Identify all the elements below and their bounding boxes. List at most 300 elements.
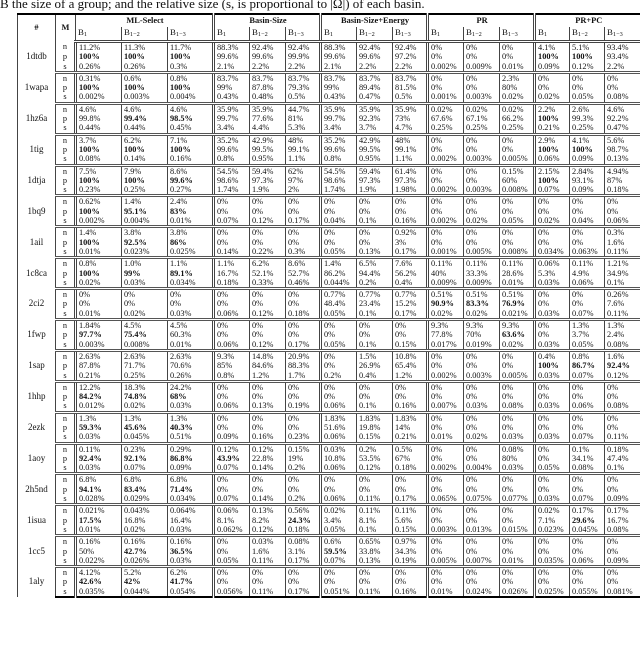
- table-cell: [393, 577, 428, 586]
- cell-value: 65.4%: [395, 361, 417, 371]
- cell-value: 0.2%: [288, 494, 306, 504]
- cell-value: 83.7%: [395, 73, 417, 83]
- table-row: [18, 176, 640, 185]
- cell-value-best: 45.6%: [124, 422, 147, 432]
- cell-value-best: 43.9%: [217, 453, 240, 463]
- table-cell: [76, 401, 122, 412]
- cell-value: 0%: [572, 568, 584, 578]
- table-cell: [250, 207, 286, 216]
- protein-id: 1c8ca: [18, 258, 56, 289]
- header-subcolumn: [168, 27, 214, 42]
- table-cell: [428, 216, 464, 227]
- table-cell: [500, 587, 535, 597]
- table-cell: [214, 289, 250, 300]
- table-cell: [357, 269, 393, 278]
- cell-value: 0.18%: [607, 444, 629, 454]
- cell-value: 0%: [572, 422, 584, 432]
- cell-value: 0%: [431, 453, 443, 463]
- table-cell: [605, 371, 640, 382]
- table-row: [18, 72, 640, 83]
- cell-value: 0.95%: [359, 154, 381, 164]
- cell-value: 0%: [431, 422, 443, 432]
- table-cell: [168, 42, 214, 53]
- cell-value: 0.07%: [538, 185, 560, 195]
- table-cell: [168, 401, 214, 412]
- cell-value: 33.8%: [359, 546, 381, 556]
- cell-value: 0.95%: [252, 154, 274, 164]
- table-cell: [500, 123, 535, 134]
- cell-value: 0.08%: [607, 401, 629, 411]
- cell-value: 0.023%: [538, 524, 564, 534]
- cell-value: 5.2%: [124, 568, 142, 578]
- cell-value: 0.021%: [79, 506, 105, 516]
- metric-label: p: [56, 454, 76, 463]
- table-cell: [250, 227, 286, 238]
- table-cell: [76, 525, 122, 536]
- table-cell: [605, 154, 640, 165]
- cell-value: 0%: [395, 577, 407, 587]
- table-cell: [605, 536, 640, 547]
- cell-value: 3.1%: [288, 546, 306, 556]
- cell-value: 52.1%: [252, 268, 274, 278]
- table-cell: [321, 340, 357, 351]
- cell-value: 0.023%: [124, 246, 150, 256]
- cell-value: 0.51%: [502, 290, 524, 300]
- metric-label: p: [56, 330, 76, 339]
- cell-value: 0.003%: [431, 524, 457, 534]
- table-cell: [214, 247, 250, 258]
- cell-value: 0.008%: [502, 246, 528, 256]
- cell-value: 0%: [217, 228, 229, 238]
- header-group: Basin-Size+Energy: [321, 14, 428, 27]
- cell-value: 0.06%: [217, 401, 239, 411]
- header-subcolumn: [214, 27, 250, 42]
- cell-value: 80%: [502, 453, 518, 463]
- table-cell: [605, 196, 640, 207]
- cell-value: 0%: [502, 577, 514, 587]
- table-cell: [214, 536, 250, 547]
- cell-value: 2.84%: [572, 166, 594, 176]
- table-cell: [122, 176, 168, 185]
- cell-value: 99.6%: [217, 144, 239, 154]
- table-cell: [321, 423, 357, 432]
- cell-value: 16.4%: [170, 515, 192, 525]
- cell-value: 0.16%: [395, 401, 417, 411]
- cell-value: 0%: [502, 422, 514, 432]
- table-cell: [214, 52, 250, 61]
- cell-value: 0.044%: [124, 586, 150, 596]
- cell-value: 4.6%: [124, 104, 142, 114]
- table-cell: [500, 278, 535, 289]
- table-cell: [393, 258, 428, 269]
- table-cell: [321, 72, 357, 83]
- cell-value: 7.6%: [395, 259, 413, 269]
- table-cell: [428, 350, 464, 361]
- table-cell: [535, 485, 570, 494]
- cell-value: 0.022%: [79, 555, 105, 565]
- cell-value: 1.9%: [359, 185, 377, 195]
- header-sub-index: 1−3: [175, 31, 186, 38]
- table-row: [18, 196, 640, 207]
- table-cell: [76, 485, 122, 494]
- table-cell: [464, 145, 500, 154]
- table-cell: [428, 52, 464, 61]
- cell-value: 35.9%: [252, 104, 274, 114]
- cell-value-best: 86%: [170, 237, 187, 247]
- cell-value-best: 95.1%: [124, 206, 147, 216]
- table-cell: [122, 381, 168, 392]
- table-cell: [535, 247, 570, 258]
- cell-value: 98.7%: [607, 144, 629, 154]
- cell-value: 83.7%: [324, 73, 346, 83]
- cell-value: 98.6%: [324, 175, 346, 185]
- cell-value: 0%: [217, 546, 229, 556]
- cell-value: 92.3%: [359, 114, 381, 124]
- cell-value: 7.1%: [538, 515, 556, 525]
- cell-value: 5.3%: [288, 123, 306, 133]
- table-cell: [76, 432, 122, 443]
- table-cell: [500, 432, 535, 443]
- cell-value: 0%: [217, 206, 229, 216]
- table-cell: [500, 371, 535, 382]
- cell-value: 0%: [538, 392, 550, 402]
- cell-value: 2.2%: [538, 104, 556, 114]
- cell-value: 0.18%: [288, 308, 310, 318]
- cell-value: 0.13%: [359, 246, 381, 256]
- table-cell: [605, 72, 640, 83]
- protein-id: 1fwp: [18, 320, 56, 351]
- cell-value: 0%: [431, 52, 443, 62]
- metric-label: s: [56, 62, 76, 73]
- table-cell: [168, 299, 214, 308]
- table-cell: [357, 516, 393, 525]
- header-sub-index: 1: [329, 31, 334, 38]
- table-cell: [286, 463, 321, 474]
- header-sub-index: 1−3: [293, 31, 304, 38]
- cell-value-best: 59.5%: [324, 546, 347, 556]
- header-subcolumn: [122, 27, 168, 42]
- table-cell: [393, 454, 428, 463]
- cell-value: 0.043%: [124, 506, 150, 516]
- table-cell: [570, 463, 605, 474]
- header-group: ML-Select: [76, 14, 214, 27]
- table-cell: [122, 238, 168, 247]
- header-sub-base: B: [466, 27, 472, 37]
- cell-value: 0.12%: [217, 444, 239, 454]
- table-cell: [570, 207, 605, 216]
- cell-value: 3.8%: [170, 228, 188, 238]
- table-cell: [214, 309, 250, 320]
- table-cell: [464, 134, 500, 145]
- table-cell: [535, 371, 570, 382]
- table-cell: [500, 207, 535, 216]
- table-cell: [76, 412, 122, 423]
- table-cell: [535, 83, 570, 92]
- table-cell: [122, 320, 168, 331]
- table-cell: [76, 567, 122, 578]
- table-cell: [605, 62, 640, 73]
- cell-value: 0%: [324, 392, 336, 402]
- cell-value: 0%: [324, 568, 336, 578]
- table-cell: [605, 494, 640, 505]
- cell-value-best: 92.5%: [124, 237, 147, 247]
- cell-value: 0.08%: [79, 154, 101, 164]
- protein-id: 1aly: [18, 567, 56, 597]
- table-cell: [168, 381, 214, 392]
- cell-value: 0%: [359, 321, 371, 331]
- cell-value: 0%: [466, 382, 478, 392]
- cell-value: 0.03%: [170, 524, 192, 534]
- cell-value: 62%: [288, 166, 304, 176]
- table-cell: [570, 114, 605, 123]
- cell-value: 0.04%: [572, 216, 594, 226]
- cell-value: 0.3%: [607, 228, 625, 238]
- table-cell: [357, 258, 393, 269]
- cell-value: 0.26%: [170, 370, 192, 380]
- table-cell: [464, 350, 500, 361]
- cell-value-best: 89.1%: [170, 268, 193, 278]
- table-cell: [286, 381, 321, 392]
- table-cell: [535, 196, 570, 207]
- table-cell: [464, 83, 500, 92]
- table-cell: [605, 320, 640, 331]
- table-cell: [250, 185, 286, 196]
- cell-value-best: 83.3%: [466, 299, 489, 309]
- cell-value: 0.4%: [538, 351, 556, 361]
- cell-value: 0.026%: [124, 555, 150, 565]
- table-cell: [393, 299, 428, 308]
- header-sub-index: 1−2: [129, 31, 140, 38]
- table-cell: [464, 299, 500, 308]
- cell-value: 0.45%: [170, 123, 192, 133]
- cell-value: 0%: [431, 382, 443, 392]
- cell-value: 0.23%: [79, 185, 101, 195]
- header-group: PR+PC: [535, 14, 640, 27]
- cell-value: 0.008%: [502, 185, 528, 195]
- table-cell: [357, 330, 393, 339]
- table-cell: [428, 278, 464, 289]
- cell-value: 0%: [288, 228, 300, 238]
- cell-value: 0%: [395, 382, 407, 392]
- cell-value-best: 76.9%: [502, 299, 525, 309]
- cell-value: 0.05%: [572, 92, 594, 102]
- cell-value: 22.8%: [252, 453, 274, 463]
- cell-value: 35.9%: [217, 104, 239, 114]
- table-cell: [428, 114, 464, 123]
- header-sub-index: 1−2: [364, 31, 375, 38]
- cell-value: 0.002%: [431, 61, 457, 71]
- table-cell: [464, 72, 500, 83]
- table-cell: [168, 516, 214, 525]
- cell-value: 0%: [252, 321, 264, 331]
- cell-value: 88.3%: [288, 361, 310, 371]
- cell-value: 5.6%: [607, 135, 625, 145]
- protein-id: 1bq9: [18, 196, 56, 227]
- table-cell: [464, 92, 500, 103]
- table-cell: [168, 432, 214, 443]
- cell-value: 0.17%: [572, 506, 594, 516]
- table-cell: [393, 320, 428, 331]
- cell-value: 0%: [359, 237, 371, 247]
- cell-value: 0%: [572, 413, 584, 423]
- table-cell: [570, 494, 605, 505]
- table-cell: [76, 289, 122, 300]
- table-cell: [76, 238, 122, 247]
- cell-value: 35.9%: [395, 104, 417, 114]
- table-cell: [393, 52, 428, 61]
- table-cell: [428, 320, 464, 331]
- cell-value: 0.18%: [607, 185, 629, 195]
- cell-value: 0%: [607, 422, 619, 432]
- cell-value: 0%: [572, 392, 584, 402]
- cell-value: 0.035%: [79, 586, 105, 596]
- table-row: [18, 92, 640, 103]
- cell-value: 0.07%: [217, 494, 239, 504]
- table-row: [18, 412, 640, 423]
- table-row: [18, 154, 640, 165]
- table-cell: [168, 536, 214, 547]
- table-cell: [428, 392, 464, 401]
- cell-value: 97.3%: [359, 175, 381, 185]
- metric-label: s: [56, 525, 76, 536]
- table-cell: [605, 463, 640, 474]
- metric-label: p: [56, 577, 76, 586]
- cell-value: 0%: [538, 422, 550, 432]
- table-cell: [76, 587, 122, 597]
- table-cell: [122, 463, 168, 474]
- table-cell: [464, 381, 500, 392]
- table-cell: [500, 269, 535, 278]
- table-cell: [464, 505, 500, 516]
- table-cell: [357, 547, 393, 556]
- table-cell: [464, 42, 500, 53]
- table-cell: [464, 361, 500, 370]
- cell-value: 59.4%: [359, 166, 381, 176]
- table-cell: [321, 238, 357, 247]
- header-sub-base: B: [359, 27, 365, 37]
- table-cell: [535, 269, 570, 278]
- table-cell: [122, 443, 168, 454]
- results-table: [17, 13, 640, 598]
- cell-value: 4.7%: [395, 123, 413, 133]
- cell-value: 0.48%: [252, 92, 274, 102]
- header-sub-index: 1: [436, 31, 441, 38]
- cell-value: 0.012%: [79, 401, 105, 411]
- table-cell: [428, 494, 464, 505]
- table-cell: [168, 474, 214, 485]
- table-cell: [570, 176, 605, 185]
- cell-value: 0.6%: [124, 73, 142, 83]
- cell-value: 0.03%: [79, 432, 101, 442]
- cell-value: 0.18%: [395, 463, 417, 473]
- table-cell: [168, 330, 214, 339]
- table-cell: [464, 176, 500, 185]
- cell-value: 11.2%: [79, 43, 101, 52]
- table-cell: [393, 587, 428, 597]
- cell-value: 0.17%: [288, 339, 310, 349]
- table-cell: [321, 401, 357, 412]
- cell-value: 56.2%: [395, 268, 417, 278]
- table-cell: [428, 371, 464, 382]
- table-cell: [535, 505, 570, 516]
- table-cell: [500, 216, 535, 227]
- table-cell: [570, 289, 605, 300]
- header-subcolumn: [500, 27, 535, 42]
- table-cell: [250, 238, 286, 247]
- cell-value: 0.46%: [288, 277, 310, 287]
- header-sub-index: 1−3: [507, 31, 518, 38]
- table-cell: [76, 516, 122, 525]
- table-cell: [76, 216, 122, 227]
- table-cell: [570, 525, 605, 536]
- cell-value: 6.2%: [124, 135, 142, 145]
- table-cell: [214, 423, 250, 432]
- table-cell: [500, 238, 535, 247]
- table-cell: [286, 42, 321, 53]
- cell-value: 1.4%: [324, 259, 342, 269]
- metric-label: p: [56, 114, 76, 123]
- table-cell: [393, 361, 428, 370]
- table-row: [18, 577, 640, 586]
- cell-value: 0%: [252, 392, 264, 402]
- table-cell: [535, 185, 570, 196]
- cell-value: 1.1%: [170, 259, 188, 269]
- metric-label: s: [56, 401, 76, 412]
- cell-value: 0.03%: [538, 370, 560, 380]
- table-cell: [605, 474, 640, 485]
- cell-value: 0.019%: [466, 339, 492, 349]
- table-cell: [286, 123, 321, 134]
- cell-value: 0.03%: [324, 444, 346, 454]
- table-cell: [286, 556, 321, 567]
- table-cell: [76, 505, 122, 516]
- cell-value: 2.2%: [359, 61, 377, 71]
- table-cell: [535, 423, 570, 432]
- cell-value: 0.21%: [395, 432, 417, 442]
- cell-value: 16.7%: [217, 268, 239, 278]
- table-cell: [214, 474, 250, 485]
- cell-value: 4.9%: [572, 268, 590, 278]
- cell-value: 8.1%: [217, 515, 235, 525]
- table-cell: [76, 494, 122, 505]
- cell-value: 0%: [466, 361, 478, 371]
- cell-value: 0%: [466, 166, 478, 176]
- cell-value: 0%: [538, 290, 550, 300]
- table-cell: [570, 52, 605, 61]
- cell-value-best: 100%: [79, 144, 100, 154]
- table-cell: [168, 114, 214, 123]
- table-cell: [464, 330, 500, 339]
- table-cell: [570, 227, 605, 238]
- cell-value: 0%: [395, 197, 407, 207]
- cell-value-best: 100%: [170, 52, 191, 62]
- cell-value-best: 42%: [124, 577, 141, 587]
- cell-value: 0.02%: [538, 506, 560, 516]
- table-cell: [214, 432, 250, 443]
- cell-value: 6.5%: [359, 259, 377, 269]
- cell-value: 97.3%: [395, 175, 417, 185]
- table-cell: [168, 412, 214, 423]
- table-cell: [250, 289, 286, 300]
- cell-value: 0.021%: [502, 308, 528, 318]
- table-cell: [321, 547, 357, 556]
- cell-value: 0%: [431, 444, 443, 454]
- cell-value: 4.12%: [79, 568, 101, 578]
- cell-value: 2.1%: [217, 61, 235, 71]
- table-cell: [250, 196, 286, 207]
- table-cell: [357, 474, 393, 485]
- cell-value: 0%: [324, 361, 336, 371]
